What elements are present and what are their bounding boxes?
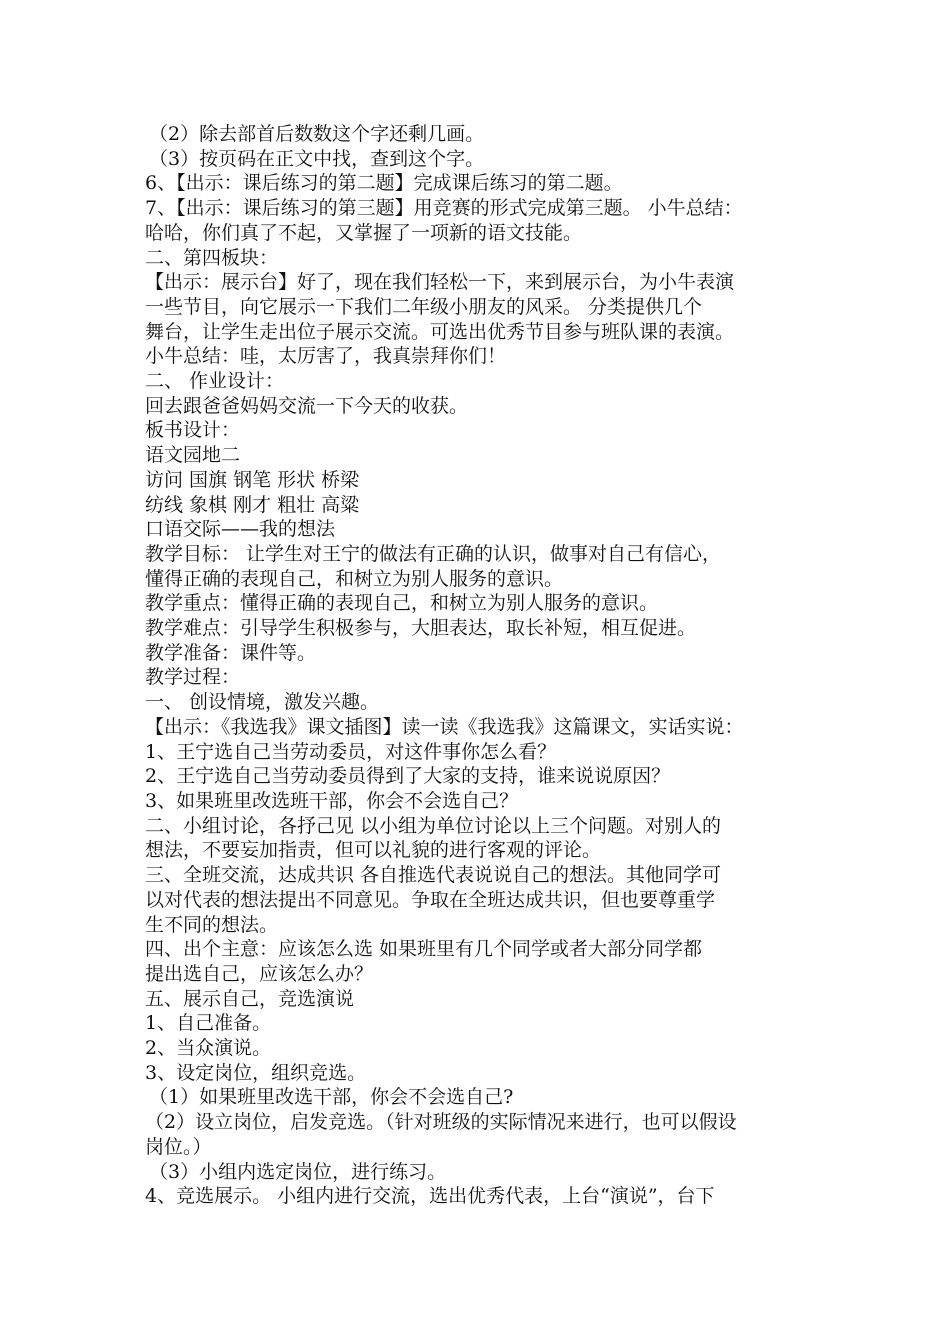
text-line: 6、【出示：课后练习的第二题】完成课后练习的第二题。 [145,172,623,195]
text-line: 以对代表的想法提出不同意见。争取在全班达成共识，但也要尊重学 [145,888,716,911]
document-body [145,122,835,1209]
text-line: 哈哈，你们真了不起，又掌握了一项新的语文技能。 [145,221,583,244]
text-line: 语文园地二 [145,444,241,467]
section-heading: 二、 作业设计： [145,370,285,393]
section-heading: 板书设计： [145,419,241,442]
text-line: 4、竞选展示。 小组内进行交流，选出优秀代表，上台“演说”，台下 [145,1185,715,1208]
text-line: 四、出个主意：应该怎么选 如果班里有几个同学或者大部分同学都 [145,938,703,961]
text-line: 舞台，让学生走出位子展示交流。可选出优秀节目参与班队课的表演。 [145,320,735,343]
text-line: 1、自己准备。 [145,1012,272,1035]
text-line: 教学准备：课件等。 [145,641,317,664]
text-line: 二、小组讨论，各抒己见 以小组为单位讨论以上三个问题。对别人的 [145,814,722,837]
text-line: 三、全班交流，达成共识 各自推选代表说说自己的想法。其他同学可 [145,864,722,887]
text-line: 懂得正确的表现自己，和树立为别人服务的意识。 [145,567,564,590]
text-line: 一些节目，向它展示一下我们二年级小朋友的风采。 分类提供几个 [145,295,703,318]
text-line: 【出示：《我选我》课文插图】读一读《我选我》这篇课文，实话实说： [145,715,744,738]
text-line: 想法，不要妄加指责，但可以礼貌的进行客观的评论。 [145,839,602,862]
text-line: 2、当众演说。 [145,1037,272,1060]
text-line: 岗位。） [145,1135,212,1158]
text-line: （1）如果班里改选干部，你会不会选自己? [149,1086,514,1109]
text-line: （2）设立岗位，启发竞选。（针对班级的实际情况来进行，也可以假设 [145,1111,737,1134]
text-line: 教学目标： 让学生对王宁的做法有正确的认识，做事对自己有信心， [145,542,722,565]
text-line: 3、设定岗位，组织竞选。 [145,1061,367,1084]
text-line: 2、王宁选自己当劳动委员得到了大家的支持，谁来说说原因？ [145,765,671,788]
text-line: 五、展示自己，竞选演说 [145,987,355,1010]
text-line: 教学难点：引导学生积极参与，大胆表达，取长补短，相互促进。 [145,617,697,640]
text-line: 【出示：展示台】好了，现在我们轻松一下，来到展示台，为小牛表演 [145,271,735,294]
text-line: 提出选自己，应该怎么办？ [145,962,374,985]
text-line: 教学重点：懂得正确的表现自己，和树立为别人服务的意识。 [145,592,659,615]
text-line: 访问 国旗 钢笔 形状 桥梁 [145,468,360,491]
section-heading: 教学过程： [145,666,241,689]
text-line: 纺线 象棋 刚才 粗壮 高粱 [145,493,360,516]
section-heading: 二、第四板块： [145,246,279,269]
text-line: 一、 创设情境，激发兴趣。 [145,691,380,714]
section-heading: 口语交际——我的想法 [145,518,336,541]
text-line: 1、王宁选自己当劳动委员，对这件事你怎么看？ [145,740,557,763]
text-line: （3）小组内选定岗位，进行练习。 [149,1160,447,1183]
text-line: （2）除去部首后数数这个字还剩几画。 [149,123,485,145]
text-line: 回去跟爸爸妈妈交流一下今天的收获。 [145,394,469,417]
text-line: 7、【出示：课后练习的第三题】用竞赛的形式完成第三题。 小牛总结： [145,197,743,220]
text-line: 小牛总结：哇，太厉害了，我真崇拜你们！ [145,345,507,368]
text-line: 生不同的想法。 [145,913,279,936]
text-line: （3）按页码在正文中找，查到这个字。 [149,147,485,170]
text-line: 3、如果班里改选班干部，你会不会选自己？ [145,789,519,812]
